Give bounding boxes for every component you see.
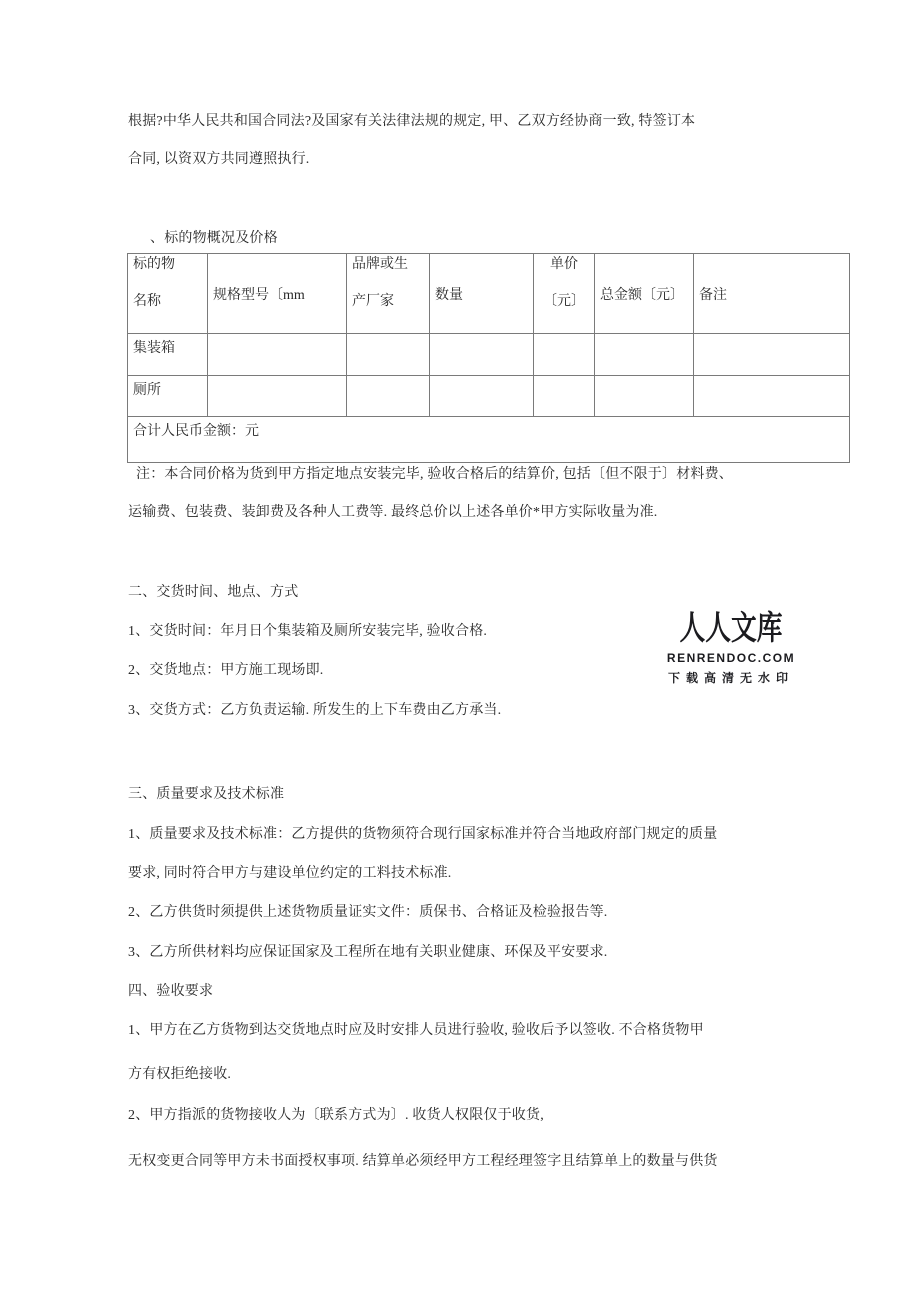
table-header-remark: 备注: [694, 254, 850, 334]
intro-line-2: 合同, 以资双方共同遵照执行.: [128, 152, 310, 167]
table-header-unit-price: [534, 254, 595, 334]
renrendoc-watermark: [645, 611, 817, 686]
table-header-row: [128, 254, 850, 334]
header-item-name-line1: 标的物: [133, 257, 175, 272]
section2-heading: 二、交货时间、地点、方式: [128, 585, 299, 600]
intro-line-1: 根据?中华人民共和国合同法?及国家有关法律法规的规定, 甲、乙双方经协商一致, 特签订本: [128, 114, 696, 129]
quality-item2: 2、乙方供货时须提供上述货物质量证实文件：质保书、合格证及检验报告等.: [128, 905, 608, 920]
row1-item-name: 集装箱: [128, 334, 208, 376]
header-unit-price-line1: 单价: [550, 257, 578, 272]
quality-item1-line2: 要求, 同时符合甲方与建设单位约定的工料技术标准.: [128, 866, 452, 881]
section3-heading: 三、质量要求及技术标准: [128, 787, 285, 802]
header-item-name-line2: 名称: [133, 294, 161, 309]
acceptance-item2-line2: 无权变更合同等甲方未书面授权事项. 结算单必须经甲方工程经理签字且结算单上的数量与供货: [128, 1154, 718, 1169]
row1-remark-empty: [694, 334, 850, 376]
header-brand-line2: 产厂家: [352, 294, 394, 309]
quality-item3: 3、乙方所供材料均应保证国家及工程所在地有关职业健康、环保及平安要求.: [128, 945, 608, 960]
row1-unit-price-empty: [534, 334, 595, 376]
table-header-item-name: [128, 254, 208, 334]
watermark-domain-text: RENRENDOC.COM: [666, 651, 796, 666]
row2-item-name: 厕所: [128, 376, 208, 417]
table-row-toilet: [128, 376, 850, 417]
table-header-brand: [347, 254, 430, 334]
row2-unit-price-empty: [534, 376, 595, 417]
row2-spec-empty: [208, 376, 347, 417]
table-total-row: [128, 417, 850, 463]
row1-brand-empty: [347, 334, 430, 376]
acceptance-item1-line1: 1、甲方在乙方货物到达交货地点时应及时安排人员进行验收, 验收后予以签收. 不合格货物甲: [128, 1023, 704, 1038]
delivery-place-item: 2、交货地点：甲方施工现场即.: [128, 663, 324, 678]
table-row-container: [128, 334, 850, 376]
header-brand-line1: 品牌或生: [352, 257, 408, 272]
price-note-line-2: 运输费、包装费、装卸费及各种人工费等. 最终总价以上述各单价*甲方实际收量为准.: [128, 505, 658, 520]
row2-quantity-empty: [430, 376, 534, 417]
acceptance-item2-line1: 2、甲方指派的货物接收人为〔联系方式为〕. 收货人权限仅于收货,: [128, 1108, 544, 1123]
table-header-total-amount: 总金额〔元〕: [595, 254, 694, 334]
section1-heading: 、标的物概况及价格: [150, 231, 278, 246]
section4-heading: 四、验收要求: [128, 984, 214, 999]
row2-total-empty: [595, 376, 694, 417]
table-header-quantity: 数量: [430, 254, 534, 334]
header-unit-price-line2: 〔元〕: [543, 294, 585, 309]
quality-item1-line1: 1、质量要求及技术标准：乙方提供的货物须符合现行国家标准并符合当地政府部门规定的质量: [128, 827, 718, 842]
goods-price-table: [127, 253, 850, 463]
row2-remark-empty: [694, 376, 850, 417]
row2-brand-empty: [347, 376, 430, 417]
total-amount-label: 合计人民币金额：元: [128, 417, 850, 463]
delivery-method-item: 3、交货方式：乙方负责运输. 所发生的上下车费由乙方承当.: [128, 703, 502, 718]
row1-spec-empty: [208, 334, 347, 376]
price-note-line-1: 注：本合同价格为货到甲方指定地点安装完毕, 验收合格后的结算价, 包括〔但不限于〕材料费、: [136, 467, 733, 482]
watermark-tagline-text: 下载高清无水印: [667, 671, 794, 686]
watermark-logo-text: 人人文库: [679, 611, 783, 647]
delivery-time-item: 1、交货时间：年月日个集装箱及厕所安装完毕, 验收合格.: [128, 624, 488, 639]
acceptance-item1-line2: 方有权拒绝接收.: [128, 1067, 232, 1082]
row1-quantity-empty: [430, 334, 534, 376]
row1-total-empty: [595, 334, 694, 376]
table-header-spec: 规格型号〔mm: [208, 254, 347, 334]
